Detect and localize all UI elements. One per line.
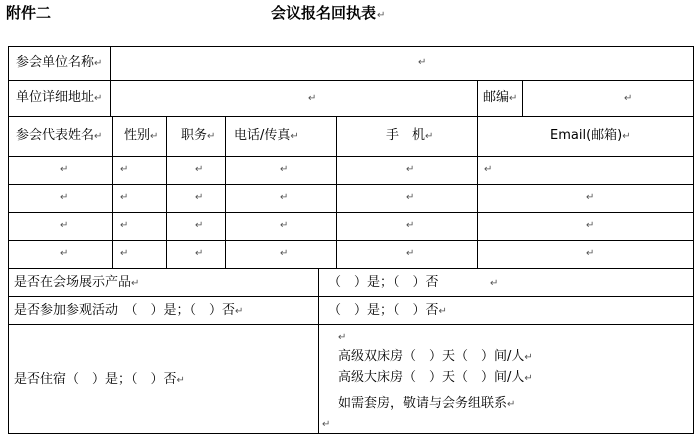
- unit-name-field[interactable]: ↵: [418, 57, 427, 68]
- unit-address-label: 单位详细地址↵: [16, 90, 103, 105]
- attendee-email-cell[interactable]: ↵: [484, 164, 493, 175]
- column-header-email: Email(邮箱)↵: [550, 128, 631, 143]
- attendee-name-cell[interactable]: ↵: [60, 164, 69, 175]
- attendee-name-cell[interactable]: ↵: [60, 220, 69, 231]
- attendee-email-cell[interactable]: ↵: [586, 220, 595, 231]
- attendee-gender-cell[interactable]: ↵: [120, 248, 129, 259]
- attendee-position-cell[interactable]: ↵: [195, 248, 204, 259]
- column-header-gender: 性别↵: [124, 128, 159, 143]
- attendee-phone-cell[interactable]: ↵: [280, 164, 289, 175]
- attendee-position-cell[interactable]: ↵: [195, 220, 204, 231]
- attendee-phone-cell[interactable]: ↵: [280, 192, 289, 203]
- postcode-label: 邮编↵: [483, 90, 518, 105]
- column-header-mobile: 手 机↵: [386, 128, 434, 143]
- column-header-phone-fax: 电话/传真↵: [234, 128, 299, 143]
- attendee-name-cell[interactable]: ↵: [60, 248, 69, 259]
- attendee-email-cell[interactable]: ↵: [586, 192, 595, 203]
- lodging-suite-note: 如需套房，敬请与会务组联系↵: [338, 396, 516, 411]
- attendee-gender-cell[interactable]: ↵: [120, 164, 129, 175]
- unit-name-label: 参会单位名称↵: [16, 55, 103, 70]
- unit-address-field[interactable]: ↵: [308, 93, 317, 104]
- exhibit-answer-mark: ↵: [490, 278, 499, 289]
- attendee-mobile-cell[interactable]: ↵: [406, 192, 415, 203]
- attendee-position-cell[interactable]: ↵: [195, 192, 204, 203]
- paragraph-mark: ↵: [377, 10, 386, 21]
- attendee-mobile-cell[interactable]: ↵: [406, 248, 415, 259]
- column-header-position: 职务↵: [181, 128, 216, 143]
- attendee-email-cell[interactable]: ↵: [586, 248, 595, 259]
- column-header-name: 参会代表姓名↵: [16, 128, 103, 143]
- postcode-field[interactable]: ↵: [624, 93, 633, 104]
- exhibit-question: 是否在会场展示产品↵: [14, 275, 140, 290]
- attendee-mobile-cell[interactable]: ↵: [406, 220, 415, 231]
- attendee-phone-cell[interactable]: ↵: [280, 248, 289, 259]
- attendee-mobile-cell[interactable]: ↵: [406, 164, 415, 175]
- lodging-question[interactable]: 是否住宿（ ）是；（ ）否↵: [14, 372, 185, 387]
- attendee-name-cell[interactable]: ↵: [60, 192, 69, 203]
- visit-question[interactable]: 是否参加参观活动 （ ）是；（ ）否↵: [14, 303, 244, 318]
- attendee-position-cell[interactable]: ↵: [195, 164, 204, 175]
- exhibit-answer[interactable]: （ ）是；（ ）否: [328, 275, 439, 290]
- lodging-blank-line: ↵: [338, 332, 347, 343]
- lodging-end-mark: ↵: [322, 419, 331, 430]
- attendee-gender-cell[interactable]: ↵: [120, 220, 129, 231]
- lodging-option-twin[interactable]: 高级双床房（ ）天（ ）间/人↵: [338, 349, 533, 364]
- lodging-option-king[interactable]: 高级大床房（ ）天（ ）间/人↵: [338, 370, 533, 385]
- attachment-label: 附件二: [6, 4, 52, 22]
- page-title: 会议报名回执表↵: [271, 4, 386, 22]
- visit-answer[interactable]: （ ）是；（ ）否↵: [328, 303, 447, 318]
- attendee-phone-cell[interactable]: ↵: [280, 220, 289, 231]
- attendee-gender-cell[interactable]: ↵: [120, 192, 129, 203]
